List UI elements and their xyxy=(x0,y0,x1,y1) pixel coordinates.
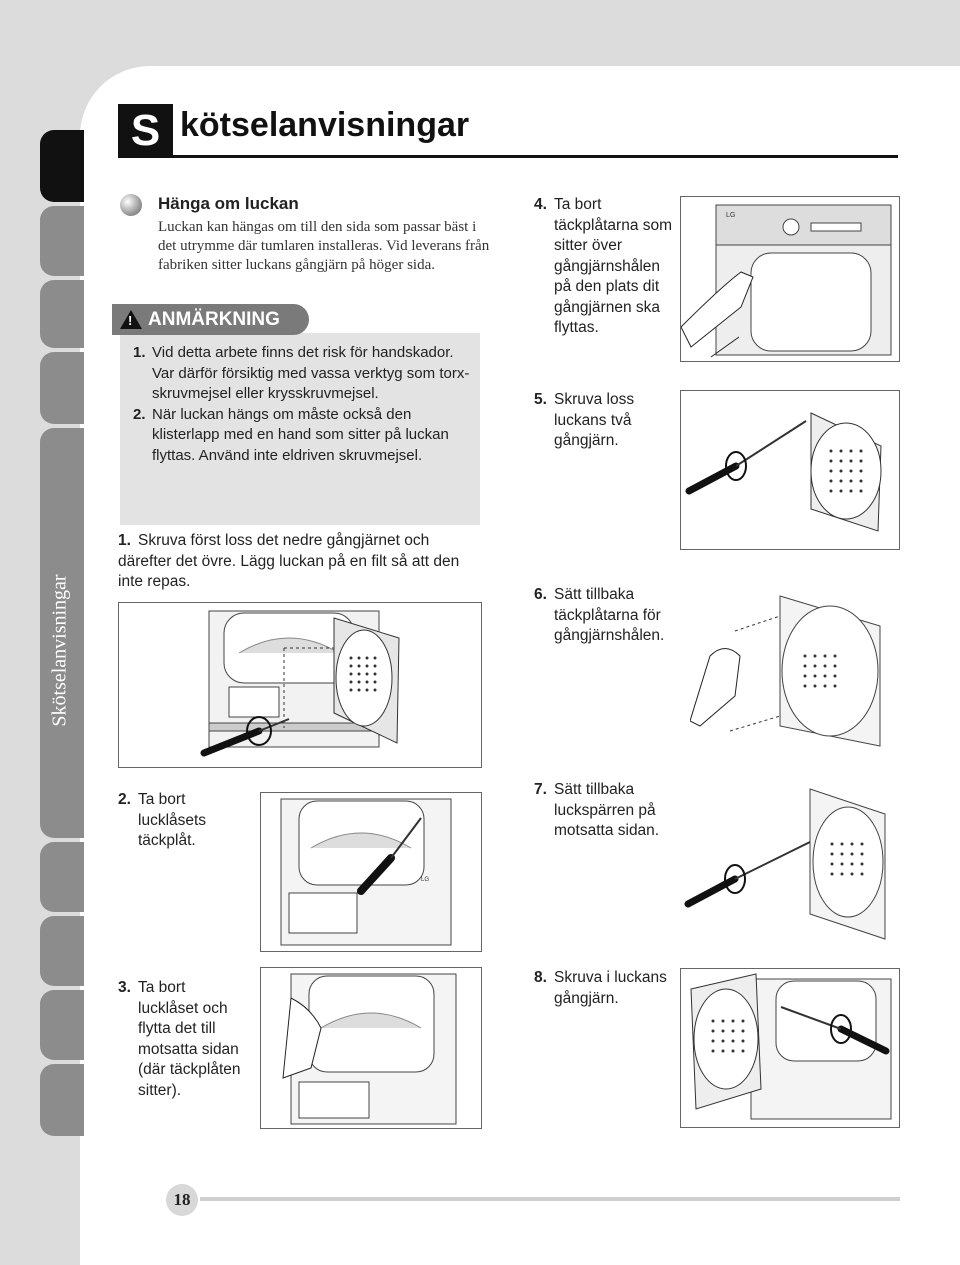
step-5 xyxy=(534,390,674,452)
step-1 xyxy=(118,531,478,593)
step-text: Skruva i luckans gångjärn. xyxy=(554,969,667,1007)
page-number: 18 xyxy=(166,1184,198,1216)
step-number: 1. xyxy=(118,532,131,549)
chapter-tab-active[interactable] xyxy=(40,130,84,202)
warning-label: ANMÄRKNING xyxy=(148,308,280,330)
figure-move-latch xyxy=(260,967,482,1129)
step-number: 8. xyxy=(534,969,547,986)
figure-door-stop xyxy=(680,784,898,944)
chapter-tab[interactable] xyxy=(40,842,84,912)
screwdriver-icon xyxy=(688,842,810,904)
step-text: Skruva loss luckans två gångjärn. xyxy=(554,391,635,449)
screwdriver-icon xyxy=(689,421,806,491)
dryer-open-door-illustration xyxy=(119,603,481,767)
hand-icon xyxy=(690,649,740,727)
step-number: 4. xyxy=(534,196,547,213)
chapter-tab[interactable] xyxy=(40,1064,84,1136)
brand-logo: LG xyxy=(421,877,430,883)
step-text: Sätt tillbaka luckspärren på motsatta sidan. xyxy=(554,781,660,839)
footer-rule xyxy=(200,1197,900,1201)
step-7 xyxy=(534,780,684,842)
warning-item-text: Vid detta arbete finns det risk för handskador. Var därför försiktig med vassa verktyg som torx-skruvmejsel eller krysskruvmejsel. xyxy=(152,344,470,402)
step-8 xyxy=(534,968,674,1009)
chapter-tab[interactable] xyxy=(40,206,84,276)
title-rule xyxy=(118,155,898,158)
warning-item-number: 1. xyxy=(133,344,146,361)
figure-screw-hinges xyxy=(680,968,900,1128)
door-reattach-illustration xyxy=(681,969,899,1127)
door-stop-illustration xyxy=(680,784,898,944)
section-title: Hänga om luckan xyxy=(158,194,299,213)
step-text: Ta bort lucklåsets täckplåt. xyxy=(138,791,207,849)
section-intro: Luckan kan hängas om till den sida som passar bäst i det utrymme där tumlaren installeras. Vid leverans från fabriken sitter luckans gångjärn på höger sida. xyxy=(158,219,490,273)
page-title: kötselanvisningar xyxy=(180,106,470,144)
step-3 xyxy=(118,978,248,1101)
warning-item-text: När luckan hängs om måste också den klisterlapp med en hand som sitter på luckan flyttas. Använd inte eldriven skruvmejsel. xyxy=(152,405,449,464)
chapter-tab[interactable] xyxy=(40,280,84,348)
step-4 xyxy=(534,195,674,339)
step-text: Skruva först loss det nedre gångjärnet och därefter det övre. Lägg luckan på en filt så att den inte repas. xyxy=(118,532,460,590)
warning-item-number: 2. xyxy=(133,405,146,423)
warning-item xyxy=(133,405,473,467)
dryer-hand-latch-illustration xyxy=(261,968,481,1128)
chapter-tab[interactable] xyxy=(40,352,84,424)
step-6 xyxy=(534,585,684,647)
door-hinge-illustration xyxy=(681,391,899,549)
hinge-covers-illustration xyxy=(690,586,898,754)
step-number: 6. xyxy=(534,586,547,603)
step-number: 5. xyxy=(534,391,547,408)
figure-replace-covers xyxy=(690,586,898,754)
page-bottom xyxy=(150,1215,960,1265)
warning-item xyxy=(133,343,473,405)
dryer-front-illustration xyxy=(681,197,899,361)
chapter-tab[interactable] xyxy=(40,916,84,986)
figure-door-removed xyxy=(118,602,482,768)
step-2 xyxy=(118,790,248,852)
title-initial: S xyxy=(118,104,173,158)
section-bullet-icon xyxy=(120,194,142,216)
figure-remove-covers xyxy=(680,196,900,362)
step-number: 7. xyxy=(534,781,547,798)
warning-list xyxy=(133,343,473,466)
figure-unscrew-hinges xyxy=(680,390,900,550)
warning-badge xyxy=(112,304,309,335)
figure-latch-cover xyxy=(260,792,482,952)
step-text: Ta bort täckplåtarna som sitter över gångjärnshålen på den plats dit gångjärnen ska flyttas. xyxy=(554,196,673,336)
step-number: 3. xyxy=(118,979,131,996)
chapter-tab[interactable] xyxy=(40,990,84,1060)
sidebar-label: Skötselanvisningar xyxy=(48,573,71,727)
brand-logo: LG xyxy=(726,212,736,219)
step-number: 2. xyxy=(118,791,131,808)
step-text: Sätt tillbaka täckplåtarna för gångjärnshålen. xyxy=(554,586,665,644)
warning-icon xyxy=(120,310,142,329)
dryer-latch-illustration xyxy=(261,793,481,951)
step-text: Ta bort lucklåset och flytta det till motsatta sidan (där täckplåten sitter). xyxy=(138,979,241,1099)
